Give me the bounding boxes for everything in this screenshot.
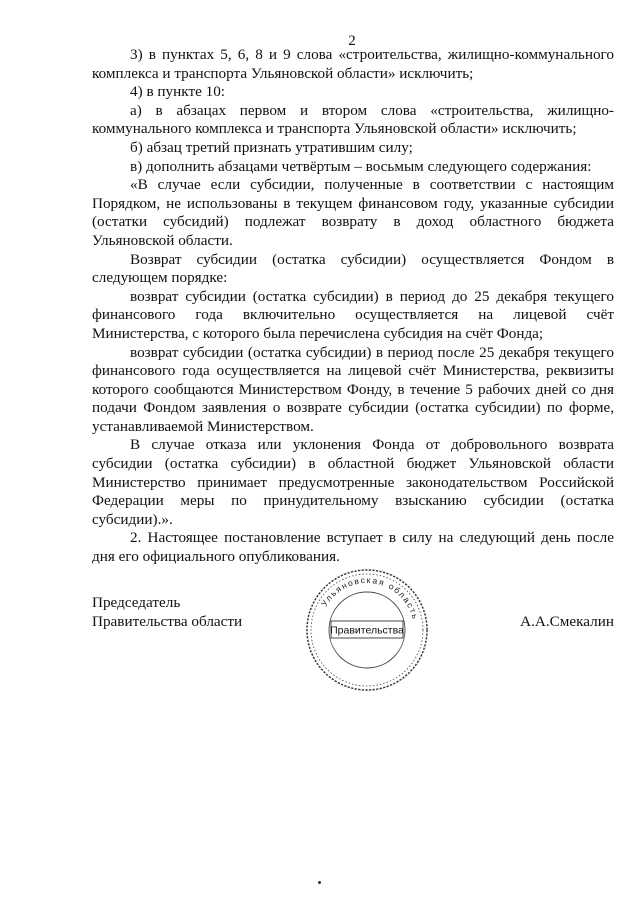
paragraph: «В случае если субсидии, полученные в соответствии с настоящим Порядком, не использованы в текущем финансовом году, указанные субсидии (остатки субсидий) подлежат возврату в доход областного бюджета Ульяновской области. <box>92 176 614 249</box>
stamp-icon <box>301 564 433 696</box>
official-stamp <box>301 564 433 696</box>
paragraph: В случае отказа или уклонения Фонда от добровольного возврата субсидии (остатка субсидии) в областной бюджет Ульяновской области Министерство принимает предусмотренные законодательством Российской Федерации меры по принудительному взысканию субсидии (остатка субсидии).». <box>92 436 614 528</box>
paragraph: Возврат субсидии (остатка субсидии) осуществляется Фондом в следующем порядке: <box>92 250 614 287</box>
paragraph: в) дополнить абзацами четвёртым – восьмым следующего содержания: <box>130 157 592 175</box>
page-number: 2 <box>348 33 356 49</box>
stamp-center-text: Правительства <box>330 624 404 637</box>
signatory-name: А.А.Смекалин <box>520 613 614 630</box>
paragraph: возврат субсидии (остатка субсидии) в период после 25 декабря текущего финансового года осуществляется на лицевой счёт Министерства, реквизиты которого сообщаются Министерством Фонду, в течение 5 рабочих дней со дня подачи Фондом заявления о возврате субсидии (остатка субсидии) по форме, устанавливаемой Министерством. <box>92 343 614 435</box>
signatory-position <box>92 594 242 631</box>
paragraph: а) в абзацах первом и втором слова «строительства, жилищно-коммунального комплекса и транспорта Ульяновской области» исключить; <box>92 101 614 138</box>
paragraph: б) абзац третий признать утратившим силу; <box>130 138 413 156</box>
paragraph: 4) в пункте 10: <box>130 83 226 101</box>
signature-block <box>92 574 614 676</box>
stamp-ring-text: Ульяновская область <box>318 574 421 622</box>
svg-text:Ульяновская область <box>319 575 421 621</box>
paragraph: возврат субсидии (остатка субсидии) в период до 25 декабря текущего финансового года включительно осуществляется на лицевой счёт Министерства, с которого была перечислена субсидия на счёт Фонда; <box>92 287 614 342</box>
paragraph: 3) в пунктах 5, 6, 8 и 9 слова «строительства, жилищно-коммунального комплекса и транспорта Ульяновской области» исключить; <box>92 46 614 82</box>
scan-dot <box>318 881 321 884</box>
signatory-position-line2: Правительства области <box>92 612 243 630</box>
signatory-position-line1: Председатель <box>92 594 181 611</box>
paragraph: 2. Настоящее постановление вступает в силу на следующий день после дня его официального опубликования. <box>92 529 614 566</box>
document-body <box>92 46 614 567</box>
